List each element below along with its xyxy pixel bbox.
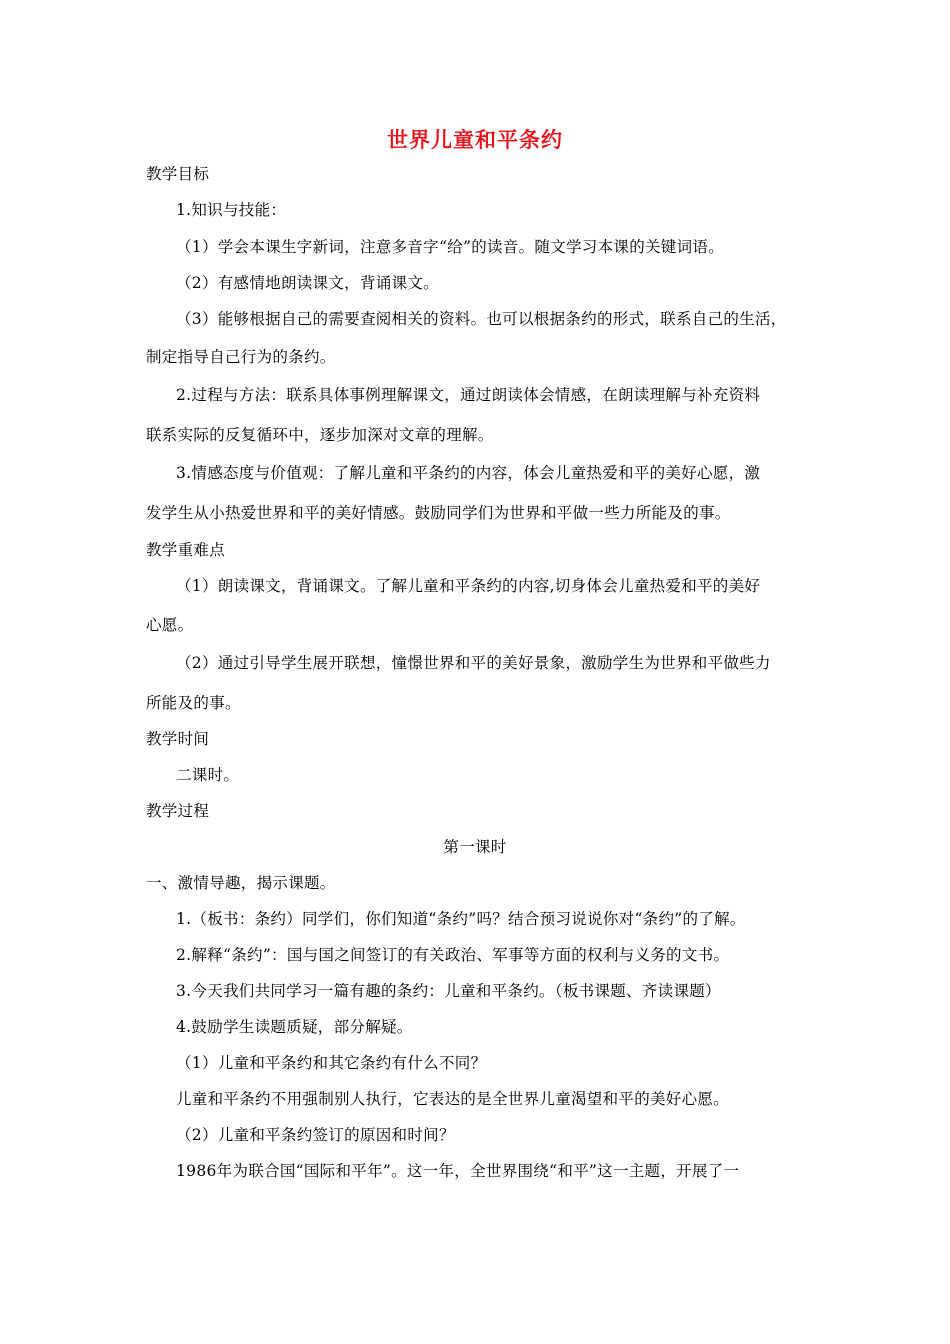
paragraph: 3.今天我们共同学习一篇有趣的条约：儿童和平条约。（板书课题、齐读课题） <box>176 982 721 1000</box>
paragraph: 制定指导自己行为的条约。 <box>146 348 336 366</box>
paragraph: 1986年为联合国“国际和平年”。这一年，全世界围绕“和平”这一主题，开展了一 <box>176 1162 740 1180</box>
paragraph: 1.（板书：条约）同学们，你们知道“条约”吗？结合预习说说你对“条约”的了解。 <box>176 910 746 928</box>
paragraph: （3）能够根据自己的需要查阅相关的资料。也可以根据条约的形式，联系自己的生活， <box>176 310 787 328</box>
paragraph: （2）通过引导学生展开联想，憧憬世界和平的美好景象，激励学生为世界和平做些力 <box>176 654 771 672</box>
section-heading-key-points: 教学重难点 <box>146 541 226 559</box>
section-heading-process: 教学过程 <box>146 802 210 820</box>
paragraph: （1）朗读课文，背诵课文。了解儿童和平条约的内容,切身体会儿童热爱和平的美好 <box>176 577 761 595</box>
paragraph: 2.过程与方法：联系具体事例理解课文，通过朗读体会情感，在朗读理解与补充资料 <box>176 386 761 404</box>
lesson-heading: 第一课时 <box>443 838 507 856</box>
paragraph: （2）儿童和平条约签订的原因和时间？ <box>176 1126 455 1144</box>
paragraph: 二课时。 <box>176 766 240 784</box>
document-title: 世界儿童和平条约 <box>387 128 563 152</box>
paragraph: 3.情感态度与价值观：了解儿童和平条约的内容，体会儿童热爱和平的美好心愿，激 <box>176 464 761 482</box>
paragraph: 2.解释“条约”：国与国之间签订的有关政治、军事等方面的权利与义务的文书。 <box>176 946 730 964</box>
paragraph: 儿童和平条约不用强制别人执行，它表达的是全世界儿童渴望和平的美好心愿。 <box>176 1090 730 1108</box>
section-heading-time: 教学时间 <box>146 730 210 748</box>
section-heading-objectives: 教学目标 <box>146 165 210 183</box>
subsection-heading: 一、激情导趣，揭示课题。 <box>146 874 336 892</box>
paragraph: （2）有感情地朗读课文，背诵课文。 <box>176 274 439 292</box>
paragraph: 心愿。 <box>146 616 194 634</box>
paragraph: 所能及的事。 <box>146 694 241 712</box>
paragraph: （1）学会本课生字新词，注意多音字“给”的读音。随文学习本课的关键词语。 <box>176 238 725 256</box>
paragraph: 发学生从小热爱世界和平的美好情感。鼓励同学们为世界和平做一些力所能及的事。 <box>146 504 731 522</box>
paragraph: 4.鼓励学生读题质疑，部分解疑。 <box>176 1018 413 1036</box>
paragraph: （1）儿童和平条约和其它条约有什么不同？ <box>176 1054 487 1072</box>
paragraph: 联系实际的反复循环中，逐步加深对文章的理解。 <box>146 426 494 444</box>
paragraph: 1.知识与技能： <box>176 201 287 219</box>
